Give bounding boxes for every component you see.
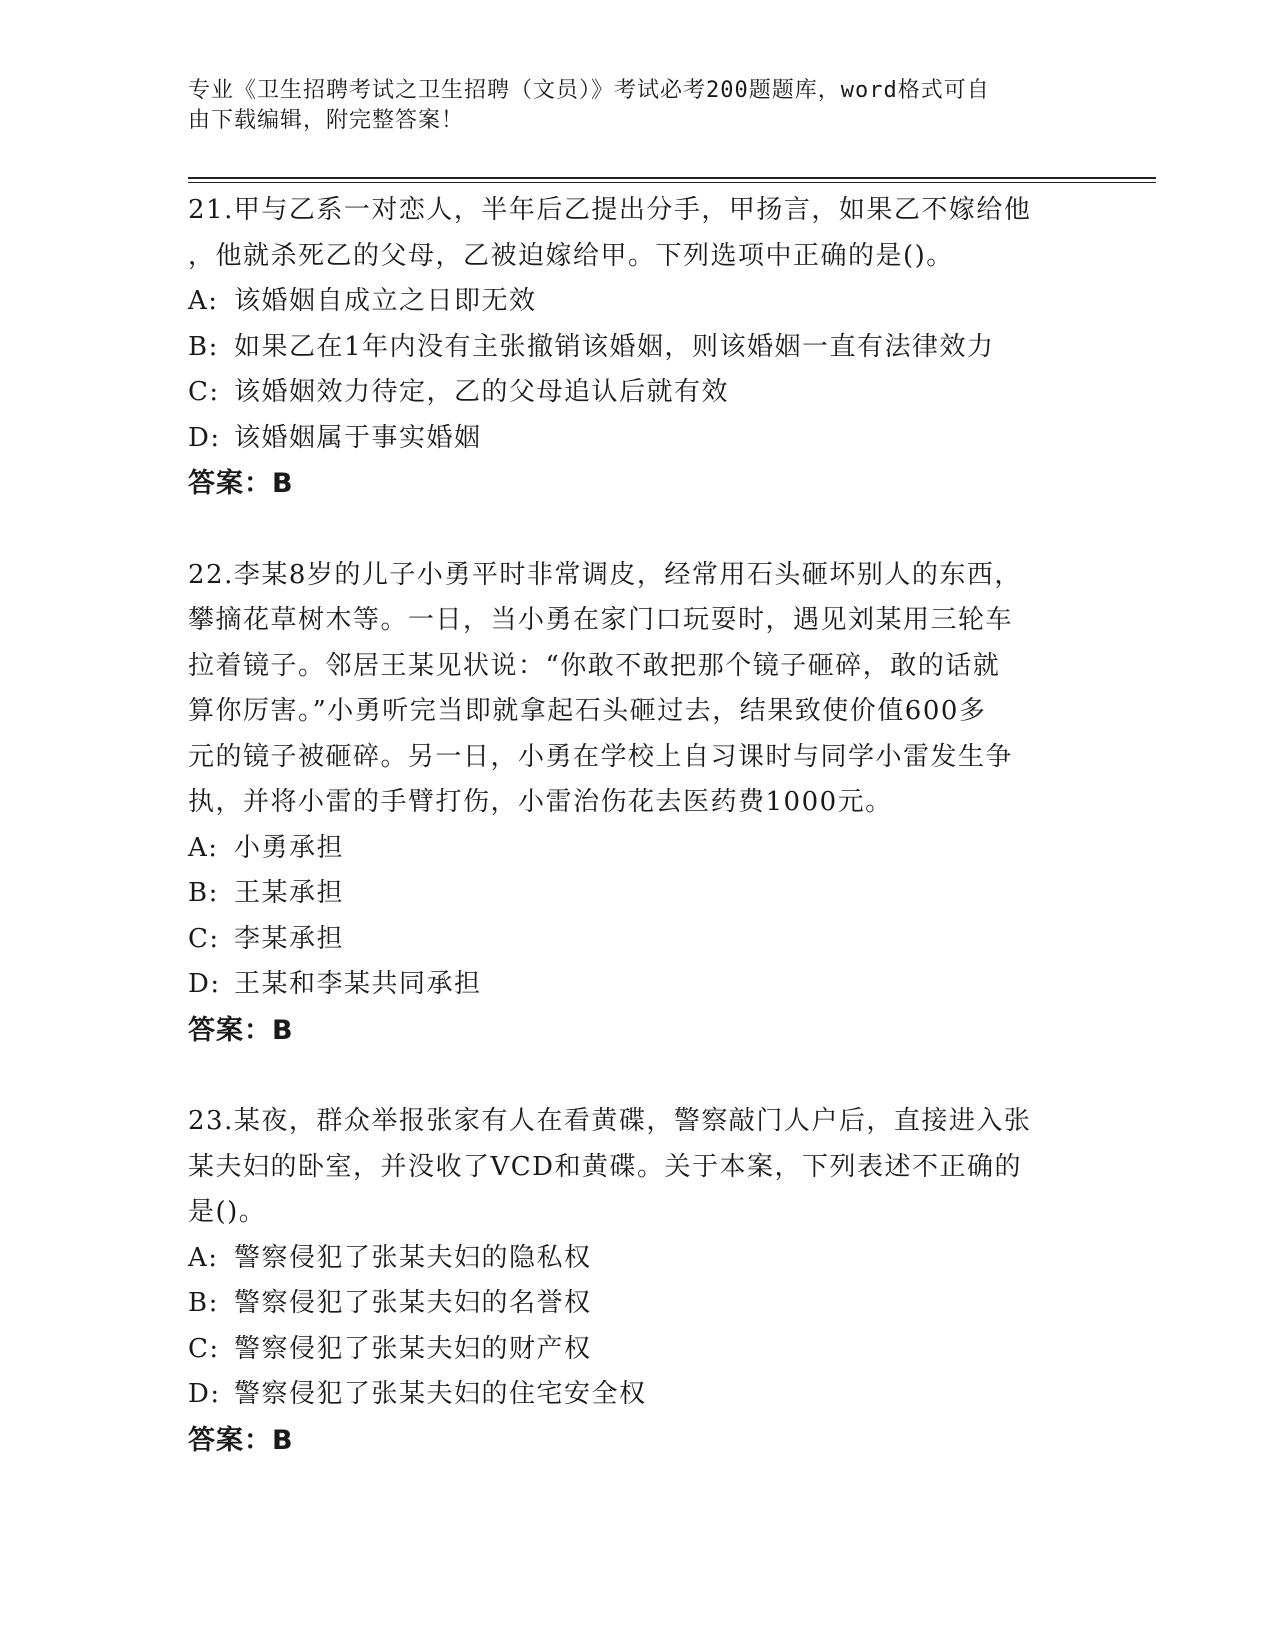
- document-header: [188, 76, 1068, 136]
- option-c: [188, 1327, 1088, 1373]
- option-text: 警察侵犯了张某夫妇的财产权: [234, 1333, 592, 1364]
- question-stem-line: 23.某夜，群众举报张家有人在看黄碟，警察敲门人户后，直接进入张: [188, 1106, 1032, 1136]
- header-line-2: 由下载编辑，附完整答案！: [188, 108, 465, 133]
- option-label: D:: [188, 1379, 221, 1409]
- question-stem-line: 元的镜子被砸碎。另一日，小勇在学校上自习课时与同学小雷发生争: [188, 741, 1014, 772]
- option-text: 如果乙在1年内没有主张撤销该婚姻，则该婚姻一直有法律效力: [234, 331, 995, 362]
- question-stem-line: 算你厉害。”小勇听完当即就拿起石头砸过去，结果致使价值600多: [188, 696, 987, 726]
- option-d: [188, 1372, 1088, 1418]
- option-b: [188, 871, 1088, 917]
- header-rule-thick: [188, 177, 1156, 179]
- option-label: B:: [188, 331, 219, 362]
- answer-line: 答案：B: [188, 468, 294, 499]
- question-stem-line: 21.甲与乙系一对恋人，半年后乙提出分手，甲扬言，如果乙不嫁给他: [188, 195, 1032, 225]
- option-text: 该婚姻属于事实婚姻: [234, 422, 482, 453]
- question-stem-line: 某夫妇的卧室，并没收了VCD和黄碟。关于本案，下列表述不正确的: [188, 1151, 1023, 1182]
- answer-line: 答案：B: [188, 1014, 294, 1046]
- question-stem-line: ，他就杀死乙的父母，乙被迫嫁给甲。下列选项中正确的是()。: [188, 240, 954, 271]
- header-rule-thin: [188, 182, 1156, 183]
- question-stem-line: 攀摘花草树木等。一日，当小勇在家门口玩耍时，遇见刘某用三轮车: [188, 605, 1014, 635]
- option-d: [188, 416, 1088, 462]
- header-line-1: 专业《卫生招聘考试之卫生招聘（文员）》考试必考200题题库，word格式可自: [188, 78, 990, 103]
- question-stem-line: 是()。: [188, 1197, 267, 1227]
- question-23: [188, 1099, 1088, 1463]
- option-text: 警察侵犯了张某夫妇的隐私权: [234, 1242, 592, 1273]
- question-stem-line: 22.李某8岁的儿子小勇平时非常调皮，经常用石头砸坏别人的东西，: [188, 559, 1022, 590]
- option-label: D:: [188, 422, 221, 453]
- option-text: 王某承担: [234, 878, 345, 908]
- option-label: B:: [188, 1288, 219, 1318]
- option-label: B:: [188, 878, 219, 908]
- option-label: C:: [188, 377, 220, 407]
- question-22: [188, 553, 1088, 1054]
- option-c: [188, 917, 1088, 963]
- option-c: [188, 370, 1088, 416]
- question-21: [188, 188, 1088, 507]
- option-d: [188, 962, 1088, 1008]
- option-b: [188, 1281, 1088, 1327]
- option-label: A:: [188, 832, 219, 863]
- option-b: [188, 325, 1088, 371]
- option-label: A:: [188, 1242, 219, 1273]
- answer-line: 答案：B: [188, 1424, 294, 1456]
- option-text: 李某承担: [234, 923, 345, 954]
- option-text: 小勇承担: [234, 832, 345, 863]
- option-text: 该婚姻自成立之日即无效: [234, 286, 537, 316]
- option-label: C:: [188, 923, 220, 954]
- option-text: 警察侵犯了张某夫妇的住宅安全权: [234, 1379, 647, 1409]
- option-a: [188, 826, 1088, 872]
- question-list: [188, 188, 1088, 1509]
- option-a: [188, 1236, 1088, 1282]
- question-stem-line: 拉着镜子。邻居王某见状说：“你敢不敢把那个镜子砸碎，敢的话就: [188, 650, 1001, 681]
- option-a: [188, 279, 1088, 325]
- option-label: A:: [188, 286, 219, 316]
- option-label: C:: [188, 1333, 220, 1364]
- option-text: 王某和李某共同承担: [234, 969, 482, 999]
- question-stem-line: 执，并将小雷的手臂打伤，小雷治伤花去医药费1000元。: [188, 787, 893, 817]
- option-text: 该婚姻效力待定，乙的父母追认后就有效: [234, 377, 730, 407]
- option-text: 警察侵犯了张某夫妇的名誉权: [234, 1288, 592, 1318]
- option-label: D:: [188, 969, 221, 999]
